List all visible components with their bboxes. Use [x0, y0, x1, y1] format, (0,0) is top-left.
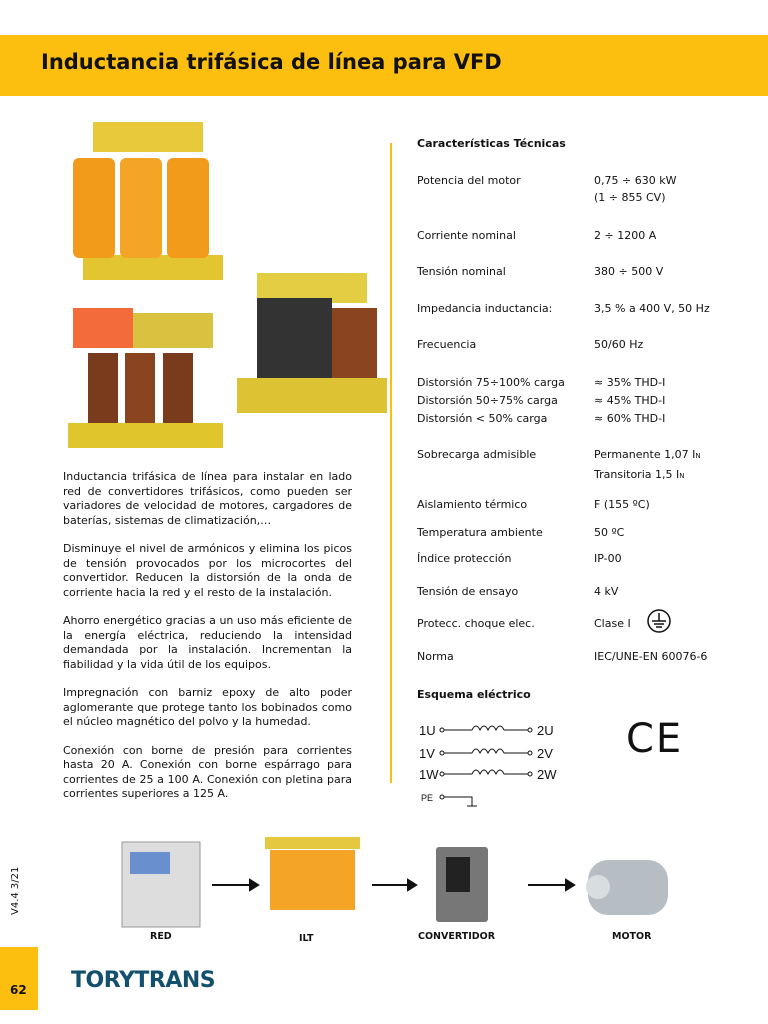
- version-label: V4.4 3/21: [10, 866, 21, 915]
- spec-label: Distorsión 75÷100% carga: [417, 376, 565, 389]
- schema-title: Esquema eléctrico: [417, 688, 531, 701]
- spec-label: Corriente nominal: [417, 229, 516, 242]
- spec-label: Distorsión 50÷75% carga: [417, 394, 558, 407]
- earth-symbol-icon: [646, 608, 672, 634]
- spec-label: Frecuencia: [417, 338, 477, 351]
- terminal-label: 1W: [419, 767, 439, 782]
- spec-label: Potencia del motor: [417, 174, 521, 187]
- product-image-large-reactor: [63, 120, 233, 285]
- spec-value-secondary: (1 ÷ 855 CV): [594, 191, 666, 204]
- flow-diagram: [110, 832, 690, 932]
- description-paragraph: Inductancia trifásica de línea para instalar en lado red de convertidores trifásicos, como pueden ser variadores de velocidad de motores, cargadores de baterías, sistemas de climatización,…: [63, 470, 352, 527]
- page-number: 62: [10, 983, 27, 997]
- flow-label: RED: [150, 931, 172, 942]
- spec-value: ≈ 60% THD-I: [594, 412, 666, 425]
- terminal-label: 1V: [419, 746, 435, 761]
- spec-label: Impedancia inductancia:: [417, 302, 553, 315]
- flow-label: ILT: [299, 933, 314, 944]
- spec-label: Aislamiento térmico: [417, 498, 528, 511]
- spec-value: 2 ÷ 1200 A: [594, 229, 657, 242]
- torytrans-logo: TORYTRANS: [71, 968, 216, 993]
- spec-value: IP-00: [594, 552, 622, 565]
- spec-value: 380 ÷ 500 V: [594, 265, 664, 278]
- terminal-label: 2W: [537, 767, 557, 782]
- spec-label: Tensión de ensayo: [417, 585, 519, 598]
- spec-value: Permanente 1,07 IN: [594, 448, 701, 461]
- spec-value: 4 kV: [594, 585, 619, 598]
- terminal-label: 1U: [419, 723, 436, 738]
- spec-label: Distorsión < 50% carga: [417, 412, 548, 425]
- electrical-schematic: [415, 718, 565, 813]
- specs-title: Características Técnicas: [417, 137, 566, 150]
- spec-label: Sobrecarga admisible: [417, 448, 537, 461]
- spec-value: ≈ 45% THD-I: [594, 394, 666, 407]
- page-title: Inductancia trifásica de línea para VFD: [41, 50, 502, 74]
- terminal-label: 2V: [537, 746, 553, 761]
- spec-label: Tensión nominal: [417, 265, 506, 278]
- ce-mark: CE: [626, 716, 684, 762]
- description-paragraph: Disminuye el nivel de armónicos y elimina los picos de tensión provocados por los microcortes del convertidor. Reducen la distorsión de la onda de corriente hacia la red y el resto de la instalación.: [63, 542, 352, 599]
- spec-value: Clase I: [594, 617, 631, 630]
- flow-label: CONVERTIDOR: [418, 931, 496, 942]
- product-image-stud-reactor: [237, 268, 387, 428]
- description: [63, 470, 352, 816]
- terminal-label: 2U: [537, 723, 554, 738]
- terminal-label: PE: [421, 793, 434, 803]
- spec-label: Protecc. choque elec.: [417, 617, 535, 630]
- description-paragraph: Ahorro energético gracias a un uso más eficiente de la energía eléctrica, reduciendo la intensidad demandada por la instalación. Incrementan la fiabilidad y la vida útil de los equipos.: [63, 614, 352, 671]
- spec-value-secondary: Transitoria 1,5 IN: [594, 468, 685, 481]
- spec-label: Índice protección: [417, 552, 512, 565]
- spec-label: Temperatura ambiente: [417, 526, 543, 539]
- product-image-terminal-reactor: [63, 298, 228, 458]
- spec-value: 3,5 % a 400 V, 50 Hz: [594, 302, 710, 315]
- ilt-reactor-image: [270, 850, 355, 910]
- column-divider: [390, 143, 392, 783]
- spec-value: 50 ºC: [594, 526, 625, 539]
- description-paragraph: Impregnación con barniz epoxy de alto poder aglomerante que protege tanto los bobinados como el núcleo magnético del polvo y la humedad.: [63, 686, 352, 728]
- flow-label: MOTOR: [612, 931, 652, 942]
- page-number-box: [0, 947, 38, 1010]
- spec-label: Norma: [417, 650, 454, 663]
- spec-value: 50/60 Hz: [594, 338, 644, 351]
- spec-value: IEC/UNE-EN 60076-6: [594, 650, 708, 663]
- spec-value: F (155 ºC): [594, 498, 650, 511]
- spec-value: 0,75 ÷ 630 kW: [594, 174, 677, 187]
- spec-value: ≈ 35% THD-I: [594, 376, 666, 389]
- description-paragraph: Conexión con borne de presión para corrientes hasta 20 A. Conexión con borne espárrago para corrientes de 25 a 100 A. Conexión con pletina para corrientes superiores a 125 A.: [63, 743, 352, 800]
